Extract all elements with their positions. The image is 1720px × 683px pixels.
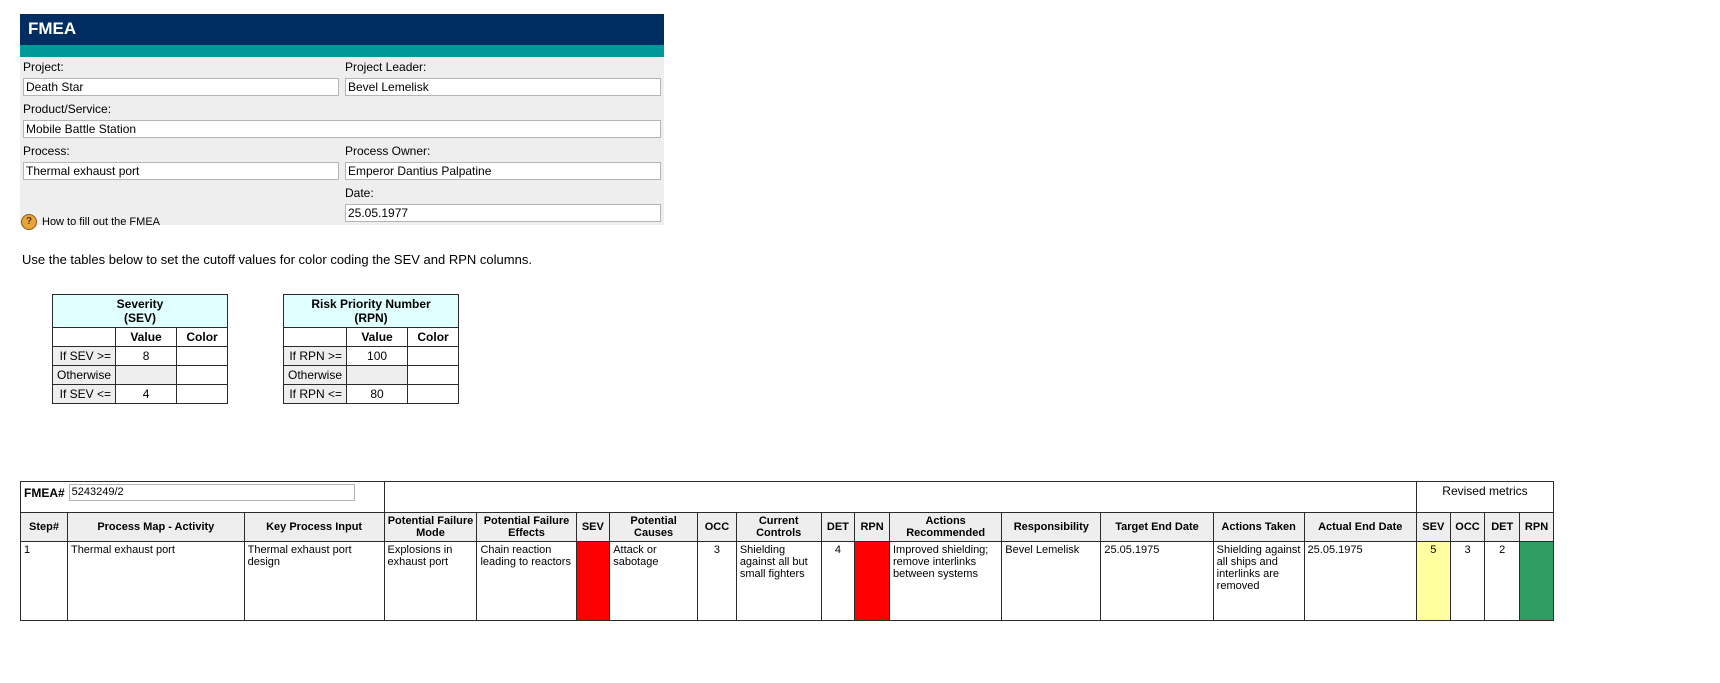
process-label: Process: <box>23 144 70 158</box>
header-form-row-3 <box>20 141 664 183</box>
rpn-color-header: Color <box>408 328 459 347</box>
column-header-det: DET <box>821 513 855 542</box>
project-leader-input[interactable] <box>345 78 661 96</box>
column-header-actual-end-date: Actual End Date <box>1304 513 1416 542</box>
cell-potential-causes[interactable]: Attack or sabotage <box>610 542 698 621</box>
column-header-process-map-activity: Process Map - Activity <box>67 513 244 542</box>
severity-otherwise-value <box>116 366 177 385</box>
rpn-value-header: Value <box>347 328 408 347</box>
rpn-row-high <box>284 347 459 366</box>
column-header-potential-failure-mode: Potential Failure Mode <box>384 513 477 542</box>
severity-title-line2: (SEV) <box>124 311 157 325</box>
severity-corner-cell <box>53 328 116 347</box>
cell-target-end-date[interactable]: 25.05.1975 <box>1101 542 1213 621</box>
rpn-ge-label: If RPN >= <box>284 347 347 366</box>
column-header-revised-sev: SEV <box>1416 513 1450 542</box>
product-service-field-group <box>20 99 664 141</box>
rpn-title <box>284 295 459 328</box>
severity-row-low <box>53 385 228 404</box>
fmea-topbar-row <box>21 482 1554 513</box>
rpn-otherwise-value <box>347 366 408 385</box>
column-header-potential-failure-effects: Potential Failure Effects <box>477 513 576 542</box>
fmea-number-cell <box>21 482 385 513</box>
header-form <box>20 57 664 225</box>
severity-title <box>53 295 228 328</box>
product-service-label: Product/Service: <box>23 102 112 116</box>
how-to-fill-label: How to fill out the FMEA <box>42 216 160 228</box>
cell-potential-failure-mode[interactable]: Explosions in exhaust port <box>384 542 477 621</box>
question-mark-icon: ? <box>21 214 37 230</box>
cell-revised-sev[interactable]: 5 <box>1416 542 1450 621</box>
project-input[interactable] <box>23 78 339 96</box>
severity-le-value[interactable]: 4 <box>116 385 177 404</box>
cell-responsibility[interactable]: Bevel Lemelisk <box>1002 542 1101 621</box>
project-label: Project: <box>23 60 64 74</box>
date-input[interactable] <box>345 204 661 222</box>
date-label: Date: <box>345 186 374 200</box>
cutoff-instruction-text: Use the tables below to set the cutoff values for color coding the SEV and RPN columns. <box>22 252 532 267</box>
column-header-responsibility: Responsibility <box>1002 513 1101 542</box>
how-to-fill-link[interactable] <box>21 214 160 230</box>
severity-mid-color-swatch <box>177 366 228 385</box>
project-leader-label: Project Leader: <box>345 60 427 74</box>
severity-le-label: If SEV <= <box>53 385 116 404</box>
severity-ge-value[interactable]: 8 <box>116 347 177 366</box>
fmea-header-block <box>20 14 664 225</box>
cell-revised-det[interactable]: 2 <box>1485 542 1520 621</box>
severity-value-header: Value <box>116 328 177 347</box>
column-header-actions-recommended: Actions Recommended <box>889 513 1001 542</box>
severity-ge-label: If SEV >= <box>53 347 116 366</box>
rpn-mid-color-swatch <box>408 366 459 385</box>
rpn-row-otherwise <box>284 366 459 385</box>
severity-low-color-swatch <box>177 385 228 404</box>
cell-actions-taken[interactable]: Shielding against all ships and interlinks are removed <box>1213 542 1304 621</box>
severity-title-line1: Severity <box>116 297 164 311</box>
rpn-title-line2: (RPN) <box>354 311 388 325</box>
severity-row-otherwise <box>53 366 228 385</box>
rpn-le-value[interactable]: 80 <box>347 385 408 404</box>
cell-key-process-input[interactable]: Thermal exhaust port design <box>244 542 384 621</box>
rpn-otherwise-label: Otherwise <box>284 366 347 385</box>
rpn-low-color-swatch <box>408 385 459 404</box>
cell-process-map-activity[interactable]: Thermal exhaust port <box>67 542 244 621</box>
severity-cutoff-table <box>52 294 228 404</box>
severity-title-row <box>53 295 228 328</box>
process-owner-field-group <box>342 141 664 183</box>
process-input[interactable] <box>23 162 339 180</box>
process-owner-input[interactable] <box>345 162 661 180</box>
cell-potential-failure-effects[interactable]: Chain reaction leading to reactors <box>477 542 576 621</box>
table-row[interactable] <box>21 542 1554 621</box>
severity-high-color-swatch <box>177 347 228 366</box>
rpn-high-color-swatch <box>408 347 459 366</box>
severity-header-row <box>53 328 228 347</box>
cell-det[interactable]: 4 <box>821 542 855 621</box>
cell-actions-recommended[interactable]: Improved shielding; remove interlinks between systems <box>889 542 1001 621</box>
project-leader-field-group <box>342 57 664 99</box>
revised-metrics-label: Revised metrics <box>1416 482 1553 513</box>
cell-current-controls[interactable]: Shielding against all but small fighters <box>736 542 821 621</box>
column-header-step: Step# <box>21 513 68 542</box>
rpn-le-label: If RPN <= <box>284 385 347 404</box>
column-header-rpn: RPN <box>855 513 890 542</box>
column-header-target-end-date: Target End Date <box>1101 513 1213 542</box>
column-header-actions-taken: Actions Taken <box>1213 513 1304 542</box>
header-form-row-2 <box>20 99 664 141</box>
severity-color-header: Color <box>177 328 228 347</box>
column-header-current-controls: Current Controls <box>736 513 821 542</box>
cell-actual-end-date[interactable]: 25.05.1975 <box>1304 542 1416 621</box>
column-header-key-process-input: Key Process Input <box>244 513 384 542</box>
fmea-number-input[interactable] <box>69 484 355 501</box>
cell-step[interactable]: 1 <box>21 542 68 621</box>
rpn-header-row <box>284 328 459 347</box>
column-header-revised-det: DET <box>1485 513 1520 542</box>
date-field-group <box>342 183 664 225</box>
fmea-table <box>20 481 1554 621</box>
fmea-header-row <box>21 513 1554 542</box>
page-title: FMEA <box>20 14 664 45</box>
cell-occ[interactable]: 3 <box>698 542 737 621</box>
project-field-group <box>20 57 342 99</box>
rpn-title-row <box>284 295 459 328</box>
fmea-table-container <box>20 481 1554 621</box>
process-field-group <box>20 141 342 183</box>
column-header-occ: OCC <box>698 513 737 542</box>
fmea-number-label: FMEA# <box>24 485 65 500</box>
cell-revised-rpn[interactable]: 30 <box>1520 542 1554 621</box>
process-owner-label: Process Owner: <box>345 144 431 158</box>
product-service-input[interactable] <box>23 120 661 138</box>
header-form-row-1 <box>20 57 664 99</box>
cell-revised-occ[interactable]: 3 <box>1450 542 1485 621</box>
fmea-topbar-spacer <box>384 482 1416 513</box>
rpn-row-low <box>284 385 459 404</box>
column-header-potential-causes: Potential Causes <box>610 513 698 542</box>
column-header-revised-occ: OCC <box>1450 513 1485 542</box>
cell-rpn[interactable]: 120 <box>855 542 890 621</box>
rpn-cutoff-table <box>283 294 459 404</box>
severity-row-high <box>53 347 228 366</box>
column-header-sev: SEV <box>576 513 610 542</box>
rpn-ge-value[interactable]: 100 <box>347 347 408 366</box>
column-header-revised-rpn: RPN <box>1520 513 1554 542</box>
rpn-title-line1: Risk Priority Number <box>311 297 431 311</box>
severity-otherwise-label: Otherwise <box>53 366 116 385</box>
cell-sev[interactable]: 10 <box>576 542 610 621</box>
title-accent-bar <box>20 45 664 57</box>
rpn-corner-cell <box>284 328 347 347</box>
